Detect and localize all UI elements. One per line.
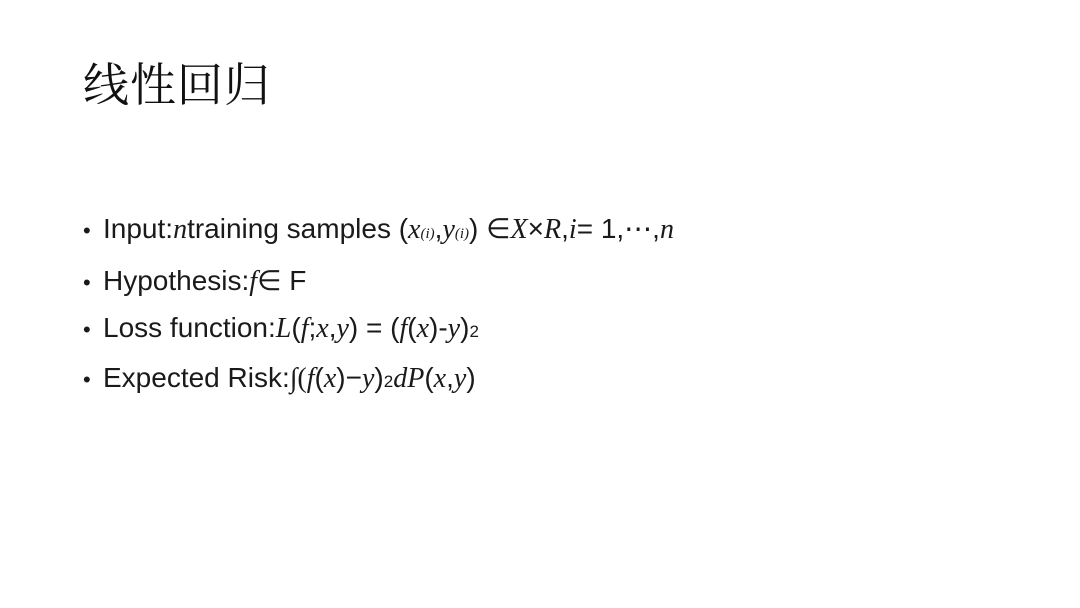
integral-symbol: ∫( <box>289 362 307 394</box>
bullet-dot-icon: • <box>83 218 91 243</box>
text: , <box>446 361 454 393</box>
bullet-dot-icon: • <box>83 317 91 342</box>
text: ( <box>291 312 301 343</box>
math-X: X <box>510 214 528 245</box>
math-i: i <box>568 214 577 245</box>
bullet-label: Expected Risk: <box>103 361 290 393</box>
bullet-input <box>83 206 674 258</box>
superscript-2: 2 <box>469 322 479 341</box>
bullet-dot-icon: • <box>83 366 91 392</box>
text: = 1,⋯, <box>576 213 660 244</box>
text: )- <box>429 312 448 343</box>
text: ) <box>466 361 476 393</box>
math-y: y <box>447 313 461 344</box>
math-x: x <box>316 313 329 344</box>
text: )− <box>336 361 362 393</box>
bullet-label: Hypothesis: <box>103 264 250 296</box>
math-y: y <box>442 214 455 245</box>
math-f: f <box>300 313 309 344</box>
math-L: L <box>275 313 292 344</box>
math-x: x <box>416 313 430 344</box>
text: , <box>328 312 337 343</box>
text: ( <box>407 312 417 343</box>
text: ; <box>308 312 317 343</box>
text: × <box>527 213 545 244</box>
math-y: y <box>336 313 349 344</box>
bullet-expected-risk <box>83 355 674 405</box>
text: ) <box>374 361 384 393</box>
superscript-2: 2 <box>383 371 394 391</box>
math-x: x <box>323 362 337 394</box>
superscript-i: (i) <box>420 226 435 242</box>
math-x: x <box>408 214 421 245</box>
math-f: f <box>399 313 408 344</box>
bullet-label: Loss function: <box>103 312 276 343</box>
math-x: x <box>433 362 447 394</box>
math-n: n <box>659 214 674 245</box>
text: ( <box>424 361 434 393</box>
bullet-hypothesis <box>83 258 674 306</box>
bullet-list <box>83 206 674 404</box>
text: ∈ F <box>257 264 307 296</box>
math-dP: dP <box>393 362 425 394</box>
math-R: R <box>544 214 562 245</box>
text: ) <box>460 312 470 343</box>
bullet-loss-function <box>83 305 674 355</box>
text: ) ∈ <box>469 213 511 244</box>
text: , <box>434 213 443 244</box>
math-f: f <box>306 362 315 394</box>
slide-title: 线性回归 <box>83 58 271 112</box>
bullet-dot-icon: • <box>83 269 91 295</box>
text: ) = ( <box>348 312 400 343</box>
math-y: y <box>361 362 375 394</box>
bullet-label: Input: <box>103 213 174 244</box>
math-f: f <box>249 265 258 297</box>
superscript-i: (i) <box>454 226 470 242</box>
text: ( <box>314 361 324 393</box>
math-n: n <box>173 214 188 245</box>
text: , <box>561 213 569 244</box>
text: training samples ( <box>187 213 409 244</box>
math-y: y <box>453 362 467 394</box>
